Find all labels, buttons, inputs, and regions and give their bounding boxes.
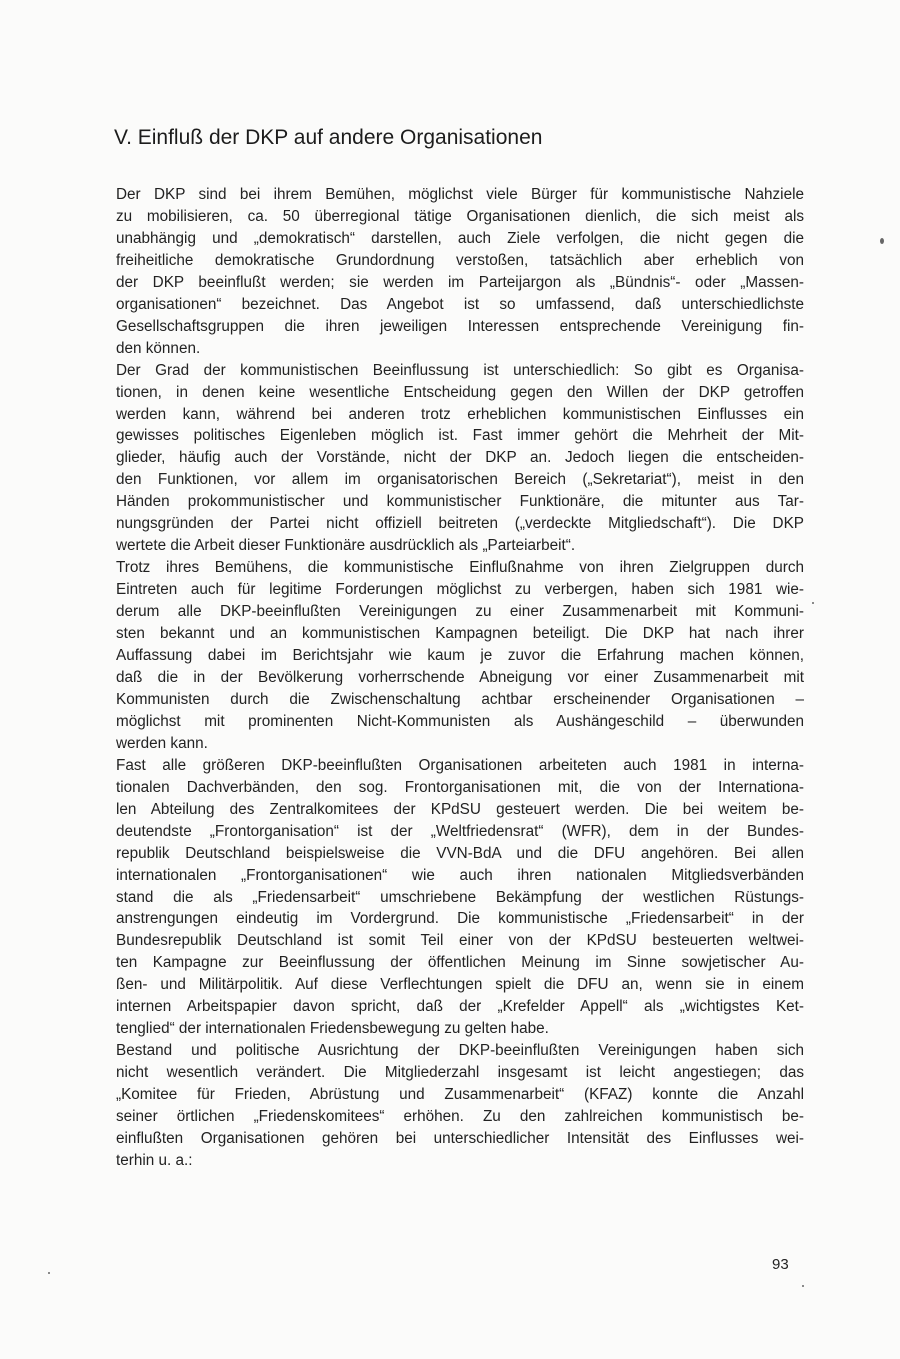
text-line: organisationen“ bezeichnet. Das Angebot ist so umfassend, daß unterschiedlichste <box>116 295 804 313</box>
text-line: ßen- und Militärpolitik. Auf diese Verflechtungen spielt die DFU an, wenn sie in einem <box>116 976 804 994</box>
text-line: Trotz ihres Bemühens, die kommunistische Einflußnahme von ihren Zielgruppen durch <box>116 559 804 577</box>
text-line: derum alle DKP-beeinflußten Vereinigungen zu einer Zusammenarbeit mit Kommuni- <box>116 603 804 621</box>
text-line: werden kann. <box>116 734 208 752</box>
text-line: republik Deutschland beispielsweise die VVN-BdA und die DFU angehören. Bei allen <box>116 844 804 862</box>
text-line: seiner örtlichen „Friedenskomitees“ erhöhen. Zu den zahlreichen kommunistisch be- <box>116 1108 804 1126</box>
text-line: möglichst mit prominenten Nicht-Kommunisten als Aushängeschild – überwunden <box>116 712 804 730</box>
text-line: Bundesrepublik Deutschland ist somit Teil einer von der KPdSU besteuerten weltwei- <box>116 932 804 950</box>
text-line: internationalen „Frontorganisationen“ wie auch ihren nationalen Mitgliedsverbänden <box>116 866 804 884</box>
text-line: den können. <box>116 339 201 357</box>
text-line: glieder, häufig auch der Vorstände, nicht der DKP an. Jedoch liegen die entscheiden- <box>116 449 804 467</box>
text-line: internen Arbeitspapier davon spricht, daß der „Krefelder Appell“ als „wichtigstes Ket- <box>116 998 804 1016</box>
text-line: Bestand und politische Ausrichtung der DKP-beeinflußten Vereinigungen haben sich <box>116 1042 804 1060</box>
text-line: werden kann, während bei anderen trotz erheblichen kommunistischen Einflusses ein <box>116 405 804 423</box>
text-line: „Komitee für Frieden, Abrüstung und Zusammenarbeit“ (KFAZ) konnte die Anzahl <box>116 1086 804 1104</box>
paragraph <box>116 1040 804 1172</box>
text-line: der DKP beeinflußt werden; sie werden im Parteijargon als „Bündnis“- oder „Massen- <box>116 273 804 291</box>
text-line: daß die in der Bevölkerung vorherrschende Abneigung vor einer Zusammenarbeit mit <box>116 668 804 686</box>
section-heading: V. Einfluß der DKP auf andere Organisationen <box>114 126 543 149</box>
text-line: deutendste „Frontorganisation“ ist der „Weltfriedensrat“ (WFR), dem in der Bundes- <box>116 822 804 840</box>
text-line: wertete die Arbeit dieser Funktionäre ausdrücklich als „Parteiarbeit“. <box>116 537 576 555</box>
text-line: len Abteilung des Zentralkomitees der KPdSU gesteuert werden. Die bei weitem be- <box>116 800 804 818</box>
paragraph <box>116 360 804 558</box>
text-line: einflußten Organisationen gehören bei unterschiedlicher Intensität des Einflusses wei- <box>116 1129 804 1147</box>
paragraph <box>116 755 804 1040</box>
page-number: 93 <box>772 1256 789 1273</box>
text-line: Kommunisten durch die Zwischenschaltung achtbar erscheinender Organisationen – <box>116 690 804 708</box>
text-line: Der DKP sind bei ihrem Bemühen, möglichst viele Bürger für kommunistische Nahziele <box>116 186 804 203</box>
scan-speck <box>802 1285 804 1287</box>
text-line: Fast alle größeren DKP-beeinflußten Organisationen arbeiteten auch 1981 in interna- <box>116 756 804 774</box>
text-line: Gesellschaftsgruppen die ihren jeweiligen Interessen entsprechende Vereinigung fin- <box>116 317 804 335</box>
scan-speck <box>48 1272 50 1274</box>
scan-speck <box>812 602 814 604</box>
text-line: anstrengungen eindeutig im Vordergrund. Die kommunistische „Friedensarbeit“ in der <box>116 910 804 928</box>
text-line: ten Kampagne zur Beeinflussung der öffentlichen Meinung im Sinne sowjetischer Au- <box>116 954 804 972</box>
text-line: zu mobilisieren, ca. 50 überregional tätige Organisationen dienlich, die sich meist als <box>116 207 804 225</box>
text-line: freiheitliche demokratische Grundordnung verstoßen, tatsächlich aber erheblich von <box>116 251 804 269</box>
text-line: terhin u. a.: <box>116 1151 193 1169</box>
text-line: sten bekannt und an kommunistischen Kampagnen beteiligt. Die DKP hat nach ihrer <box>116 625 804 643</box>
text-line: Eintreten auch für legitime Forderungen möglichst zu verbergen, haben sich 1981 wie- <box>116 581 804 599</box>
paragraph <box>116 184 804 360</box>
scan-speck <box>880 238 884 244</box>
text-line: stand die als „Friedensarbeit“ umschriebene Bekämpfung der westlichen Rüstungs- <box>116 888 804 906</box>
text-line: unabhängig und „demokratisch“ darstellen, auch Ziele verfolgen, die nicht gegen die <box>116 229 804 247</box>
text-line: nungsgründen der Partei nicht offiziell beitreten („verdeckte Mitgliedschaft“). Die DKP <box>116 515 804 533</box>
text-line: tionalen Dachverbänden, den sog. Frontorganisationen mit, die von der Internationa- <box>116 778 804 796</box>
text-line: gewisses politisches Eigenleben möglich ist. Fast immer gehört die Mehrheit der Mit- <box>116 427 804 445</box>
text-line: Auffassung dabei im Berichtsjahr wie kaum je zuvor die Erfahrung machen können, <box>116 647 804 665</box>
text-line: tenglied“ der internationalen Friedensbewegung zu gelten habe. <box>116 1020 549 1038</box>
text-line: den Funktionen, vor allem im organisatorischen Bereich („Sekretariat“), meist in den <box>116 471 804 489</box>
text-line: Der Grad der kommunistischen Beeinflussung ist unterschiedlich: So gibt es Organisa- <box>116 361 804 379</box>
text-line: tionen, in denen keine wesentliche Entscheidung gegen den Willen der DKP getroffen <box>116 383 804 401</box>
text-line: Händen prokommunistischer und kommunistischer Funktionäre, die mitunter aus Tar- <box>116 493 804 511</box>
text-line: nicht wesentlich verändert. Die Mitgliederzahl insgesamt ist leicht angestiegen; das <box>116 1064 804 1082</box>
paragraph <box>116 557 804 755</box>
body-text <box>116 184 804 1172</box>
